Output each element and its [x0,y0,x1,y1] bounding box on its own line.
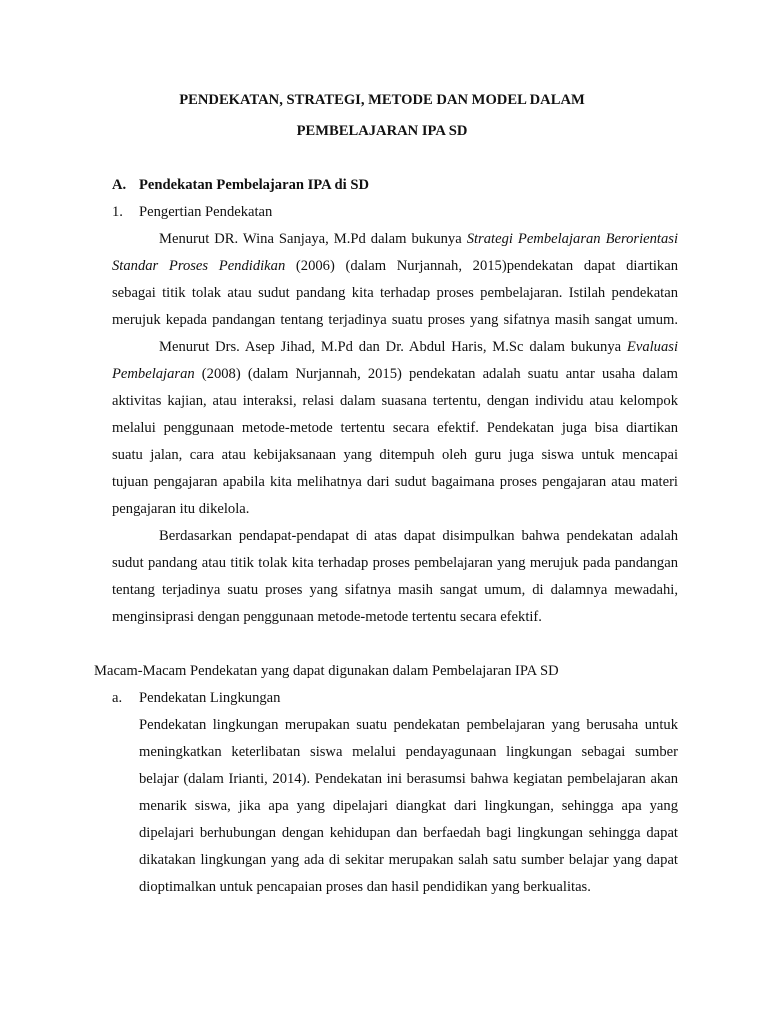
para1-line-4: merujuk kepada pandangan tentang terjadinya suatu proses yang sifatnya masih sangat umum. [112,312,678,328]
para2-line-5: suatu jalan, cara atau kebijaksanaan yang ditempuh oleh guru juga siswa untuk mencapai [112,447,678,463]
section-a-marker: A. [112,177,127,193]
para3-line-1: Berdasarkan pendapat-pendapat di atas dapat disimpulkan bahwa pendekatan adalah [159,528,678,544]
item-1-heading: Pengertian Pendekatan [139,204,273,220]
para2-line-3: aktivitas kajian, atau interaksi, relasi dalam suasana tertentu, dengan individu atau kelompok [112,393,678,409]
item-1-marker: 1. [112,204,123,220]
item-a-marker: a. [112,690,123,706]
document-title-line-1: PENDEKATAN, STRATEGI, METODE DAN MODEL DALAM [179,92,585,108]
para3-line-4: menginsiprasi dengan penggunaan metode-metode tertentu secara efektif. [112,609,542,625]
para2-line-2: Pembelajaran (2008) (dalam Nurjannah, 2015) pendekatan adalah suatu antar usaha dalam [112,366,678,382]
para3-line-2: sudut pandang atau titik tolak kita terhadap proses pembelajaran yang merujuk pada pandangan [112,555,678,571]
para4-line-4: menarik siswa, jika apa yang dipelajari diangkat dari lingkungan, sehingga apa yang [139,798,678,814]
section-a-heading: Pendekatan Pembelajaran IPA di SD [139,177,369,193]
para1-line-1: Menurut DR. Wina Sanjaya, M.Pd dalam bukunya Strategi Pembelajaran Berorientasi [159,231,679,247]
para4-line-6: dikatakan lingkungan yang ada di sekitar merupakan salah satu sumber belajar yang dapat [139,852,678,868]
document-title-line-2: PEMBELAJARAN IPA SD [296,123,468,139]
macam-heading: Macam-Macam Pendekatan yang dapat digunakan dalam Pembelajaran IPA SD [94,663,559,679]
para2-line-4: melalui penggunaan metode-metode tertentu secara efektif. Pendekatan juga bisa diartikan [112,420,678,436]
para2-line-7: pengajaran itu dikelola. [112,501,250,517]
para1-line-3: sebagai titik tolak atau sudut pandang kita terhadap proses pembelajaran. Istilah pendekatan [112,285,678,301]
para3-line-3: tentang terjadinya suatu proses yang sifatnya masih sangat umum, di dalamnya mewadahi, [112,582,678,598]
para2-line-6: tujuan pengajaran apabila kita melihatnya dari sudut bagaimana proses pengajaran atau materi [112,474,678,490]
para4-line-2: meningkatkan keterlibatan siswa melalui pendayagunaan lingkungan sebagai sumber [139,744,678,760]
para4-line-1: Pendekatan lingkungan merupakan suatu pendekatan pembelajaran yang berusaha untuk [139,717,678,733]
para4-line-3: belajar (dalam Irianti, 2014). Pendekatan ini berasumsi bahwa kegiatan pembelajaran akan [139,771,678,787]
item-a-heading: Pendekatan Lingkungan [139,690,281,706]
para4-line-7: dioptimalkan untuk pencapaian proses dan hasil pendidikan yang berkualitas. [139,879,591,895]
para1-line-2: Standar Proses Pendidikan (2006) (dalam Nurjannah, 2015)pendekatan dapat diartikan [112,258,679,274]
para4-line-5: dipelajari berhubungan dengan kehidupan dan berfaedah bagi lingkungan sehingga dapat [139,825,678,841]
para2-line-1: Menurut Drs. Asep Jihad, M.Pd dan Dr. Abdul Haris, M.Sc dalam bukunya Evaluasi [159,339,678,355]
